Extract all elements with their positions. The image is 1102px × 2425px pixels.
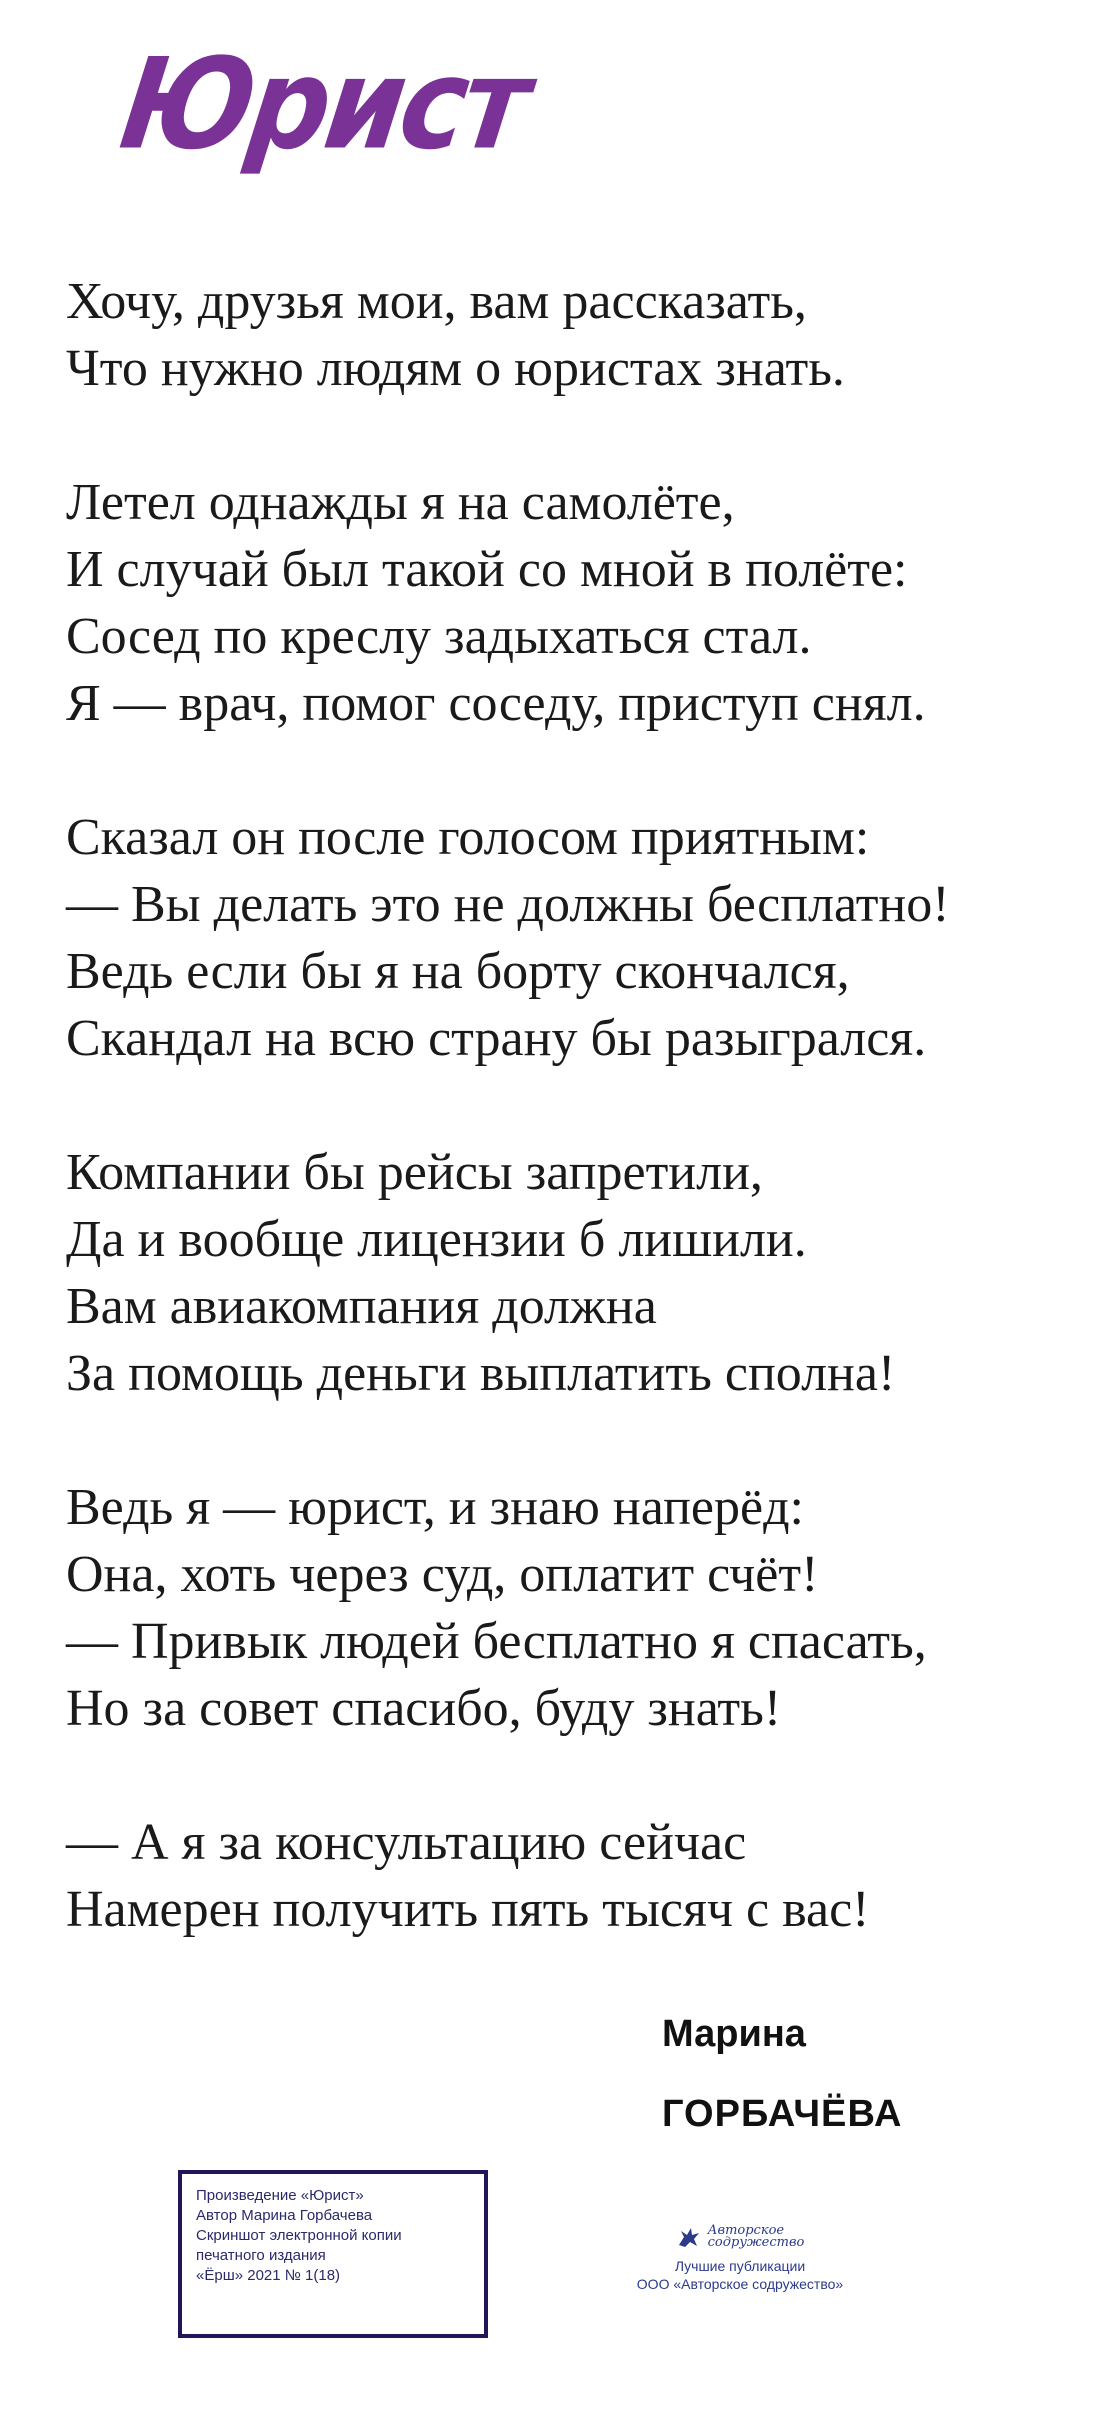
poem-line: Летел однажды я на самолёте, [66,474,735,531]
logo-text-line: содружество [707,2235,805,2250]
logo-text-line: Авторское [707,2223,785,2238]
poem-line: — Привык людей бесплатно я спасать, [66,1613,927,1670]
poem-line: Что нужно людям о юристах знать. [66,340,845,397]
poem-line: Вам авиакомпания должна [66,1278,657,1335]
poem-line: Хочу, друзья мои, вам рассказать, [66,273,807,330]
stanza-3 [66,804,1066,1072]
poem-line: Ведь если бы я на борту скончался, [66,943,850,1000]
poem-line: Сказал он после голосом приятным: [66,809,870,866]
info-line: Скриншот электронной копии [196,2227,402,2244]
poem-line: Сосед по креслу задыхаться стал. [66,608,812,665]
poem-line: И случай был такой со мной в полёте: [66,541,908,598]
poem-line: Компании бы рейсы запретили, [66,1144,763,1201]
poem-line: Да и вообще лицензии б лишили. [66,1211,807,1268]
author-last-name: ГОРБАЧЁВА [662,2093,903,2135]
stanza-5 [66,1474,1066,1742]
pegasus-icon [676,2225,702,2249]
poem-line: — А я за консультацию сейчас [66,1814,747,1871]
poem-line: — Вы делать это не должны бесплатно! [66,876,950,933]
poem-line: Ведь я — юрист, и знаю наперёд: [66,1479,804,1536]
poem-line: За помощь деньги выплатить сполна! [66,1345,896,1402]
info-line: Произведение «Юрист» [196,2187,364,2204]
publisher-logo-text [708,2225,805,2249]
poem-line: Я — врач, помог соседу, приступ снял. [66,675,926,732]
publisher-line: Лучшие публикации [674,2258,806,2274]
poem-line: Намерен получить пять тысяч с вас! [66,1881,870,1938]
stanza-2 [66,469,1066,737]
poem-line: Но за совет спасибо, буду знать! [66,1680,782,1737]
poem-line: Скандал на всю страну бы разыгрался. [66,1010,927,1067]
info-line: «Ёрш» 2021 № 1(18) [196,2267,341,2284]
stanza-4 [66,1139,1066,1407]
poem-title: Юрист [112,31,535,178]
author-signature [662,2010,902,2138]
poem-body [66,268,1066,2010]
poem-line: Она, хоть через суд, оплатит счёт! [66,1546,819,1603]
author-first-name: Марина [662,2013,806,2055]
source-info-box [178,2170,488,2338]
stanza-6 [66,1809,1066,1943]
info-line: печатного издания [196,2247,326,2264]
info-line: Автор Марина Горбачева [196,2207,373,2224]
publisher-block [600,2225,880,2293]
publisher-logo [600,2225,880,2249]
publisher-line: ООО «Авторское содружество» [636,2276,844,2292]
stanza-1 [66,268,1066,402]
